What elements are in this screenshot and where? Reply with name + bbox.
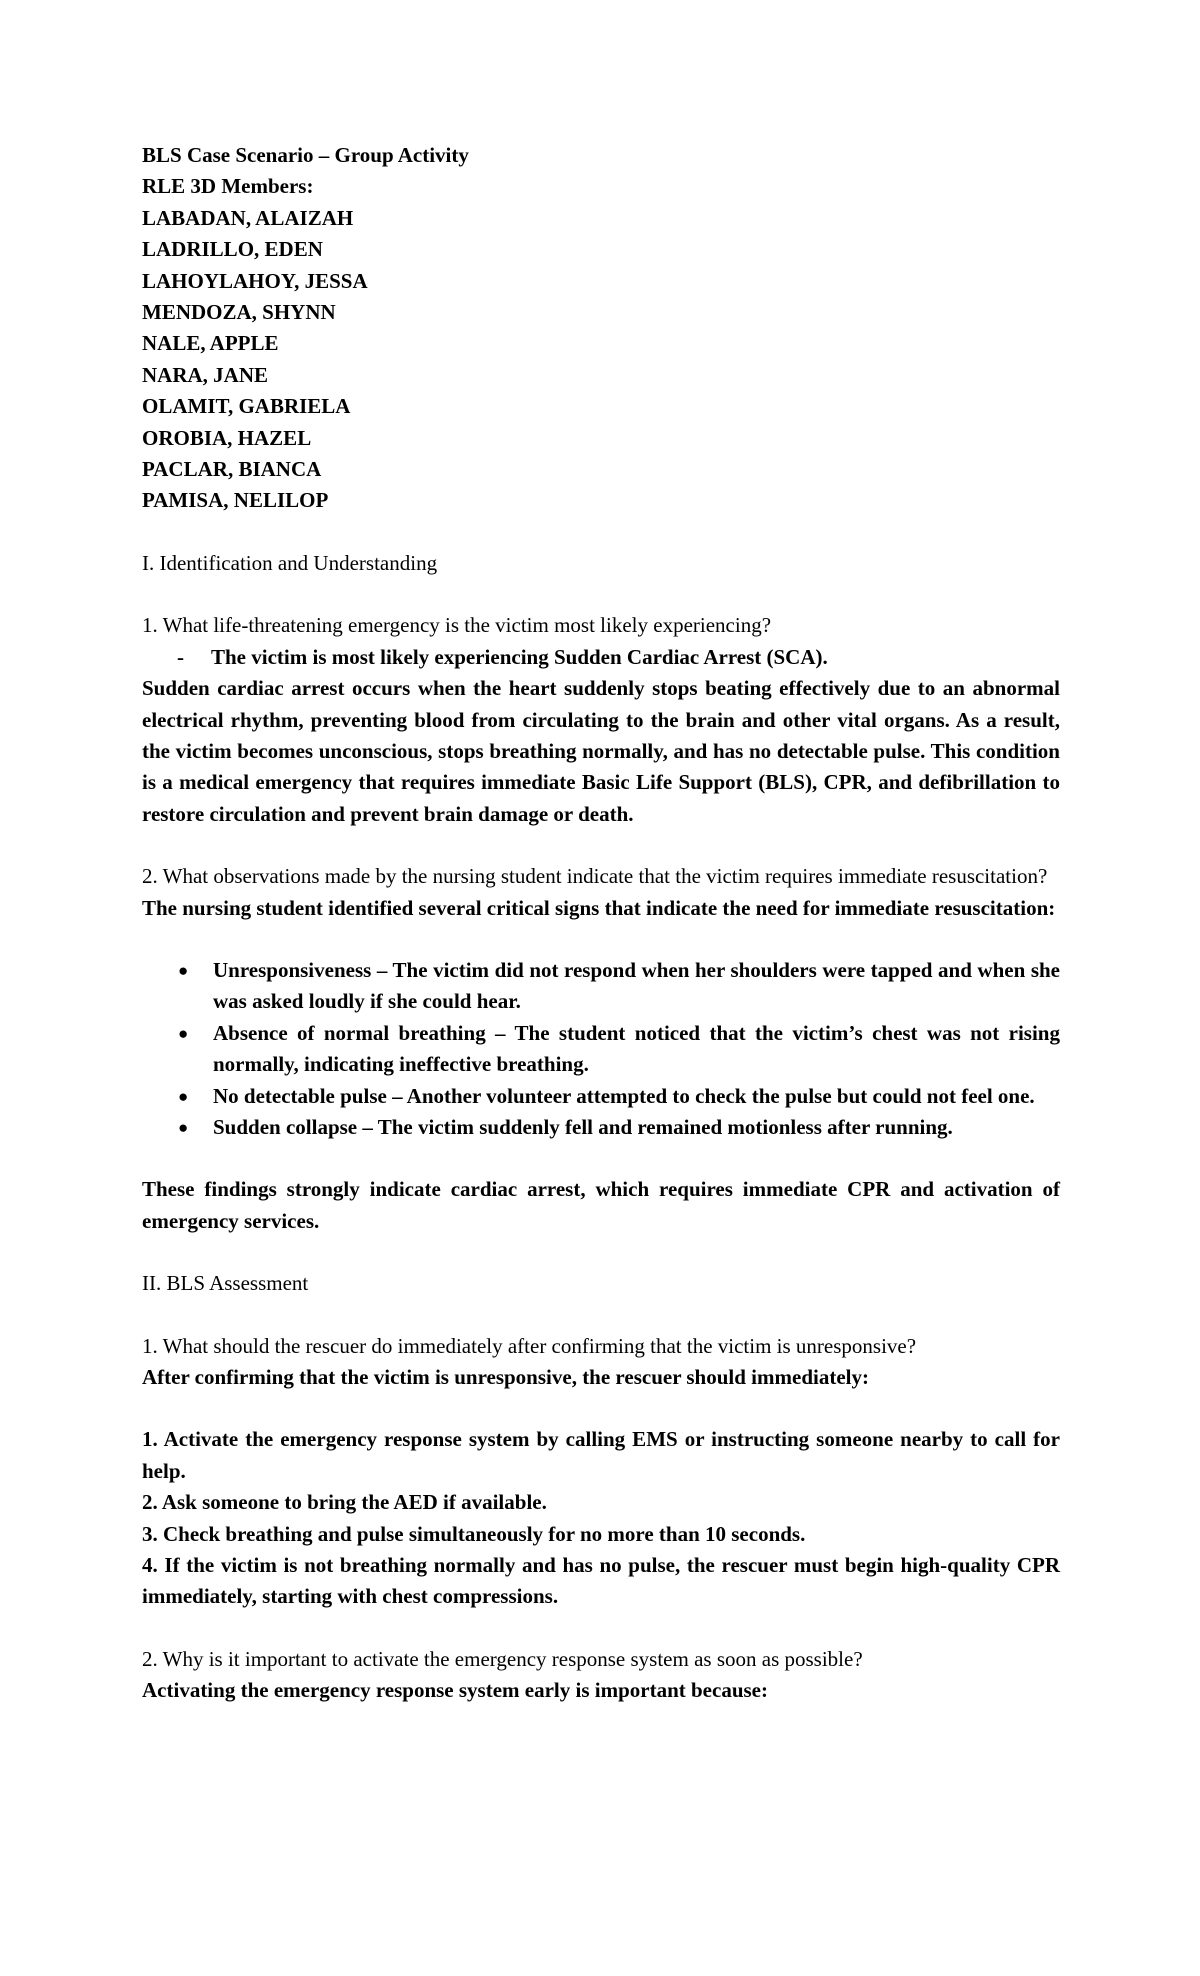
member-name: NARA, JANE — [142, 362, 268, 387]
answer-lead-item — [142, 642, 1060, 673]
member-name: OLAMIT, GABRIELA — [142, 394, 351, 419]
spacer — [142, 924, 1060, 955]
section-2-question-2: 2. Why is it important to activate the emergency response system as soon as possible? — [142, 1646, 863, 1671]
member-name: MENDOZA, SHYNN — [142, 300, 336, 325]
member-name: LADRILLO, EDEN — [142, 237, 323, 262]
list-item — [142, 1112, 1060, 1143]
spacer — [142, 1300, 1060, 1331]
list-item — [142, 1081, 1060, 1112]
member-name: OROBIA, HAZEL — [142, 425, 312, 450]
section-2-question-1: 1. What should the rescuer do immediately after confirming that the victim is unresponsive? — [142, 1333, 917, 1358]
members-label: RLE 3D Members: — [142, 174, 314, 199]
dash-marker: - — [177, 644, 184, 669]
member-name: PACLAR, BIANCA — [142, 457, 322, 482]
members-list — [142, 203, 1060, 517]
signs-list — [142, 955, 1060, 1143]
spacer — [142, 1143, 1060, 1174]
spacer — [142, 579, 1060, 610]
bullet-icon: ● — [178, 1117, 189, 1137]
step-item: 1. Activate the emergency response system by calling EMS or instructing someone nearby to call for help. — [142, 1427, 1060, 1483]
spacer — [142, 830, 1060, 861]
answer-intro: After confirming that the victim is unresponsive, the rescuer should immediately: — [142, 1365, 869, 1389]
step-item: 2. Ask someone to bring the AED if available. — [142, 1490, 547, 1515]
spacer — [142, 1393, 1060, 1424]
list-item — [142, 1018, 1060, 1081]
member-name: LABADAN, ALAIZAH — [142, 205, 354, 230]
answer-intro: The nursing student identified several critical signs that indicate the need for immediate resuscitation: — [142, 895, 1056, 920]
spacer — [142, 1237, 1060, 1268]
section-1-question-2: 2. What observations made by the nursing student indicate that the victim requires immediate resuscitation? — [142, 864, 1048, 889]
step-item: 4. If the victim is not breathing normally and has no pulse, the rescuer must begin high-quality CPR immediately, starting with chest compressions. — [142, 1553, 1060, 1609]
steps-list — [142, 1424, 1060, 1612]
bullet-icon: ● — [178, 1023, 189, 1043]
spacer — [142, 1613, 1060, 1644]
conclusion: These findings strongly indicate cardiac arrest, which requires immediate CPR and activation of emergency services. — [142, 1177, 1060, 1233]
spacer — [142, 517, 1060, 548]
document-title: BLS Case Scenario – Group Activity — [142, 143, 469, 167]
document-page — [142, 140, 1060, 1707]
list-item-text: Absence of normal breathing – The student noticed that the victim’s chest was not rising normally, indicating ineffective breathing. — [213, 1020, 1060, 1077]
bullet-icon: ● — [178, 960, 189, 980]
list-item-text: Sudden collapse – The victim suddenly fell and remained motionless after running. — [213, 1114, 953, 1139]
answer-lead: The victim is most likely experiencing Sudden Cardiac Arrest (SCA). — [211, 644, 828, 669]
member-name: PAMISA, NELILOP — [142, 488, 329, 513]
step-item: 3. Check breathing and pulse simultaneously for no more than 10 seconds. — [142, 1521, 806, 1546]
section-2-heading: II. BLS Assessment — [142, 1271, 309, 1296]
member-name: LAHOYLAHOY, JESSA — [142, 268, 368, 293]
list-item — [142, 955, 1060, 1018]
section-1-heading: I. Identification and Understanding — [142, 550, 438, 575]
bullet-icon: ● — [178, 1086, 189, 1106]
list-item-text: No detectable pulse – Another volunteer attempted to check the pulse but could not feel one. — [213, 1083, 1035, 1108]
member-name: NALE, APPLE — [142, 331, 279, 356]
list-item-text: Unresponsiveness – The victim did not respond when her shoulders were tapped and when she was asked loudly if she could hear. — [213, 957, 1060, 1014]
answer-intro: Activating the emergency response system early is important because: — [142, 1678, 768, 1703]
section-1-question-1: 1. What life-threatening emergency is the victim most likely experiencing? — [142, 613, 772, 638]
answer-body: Sudden cardiac arrest occurs when the heart suddenly stops beating effectively due to an abnormal electrical rhythm, preventing blood from circulating to the brain and other vital organs. As a result, the victim becomes unconscious, stops breathing normally, and has no detectable pulse. This condition is a medical emergency that requires immediate Basic Life Support (BLS), CPR, and defibrillation to restore circulation and prevent brain damage or death. — [142, 676, 1060, 826]
